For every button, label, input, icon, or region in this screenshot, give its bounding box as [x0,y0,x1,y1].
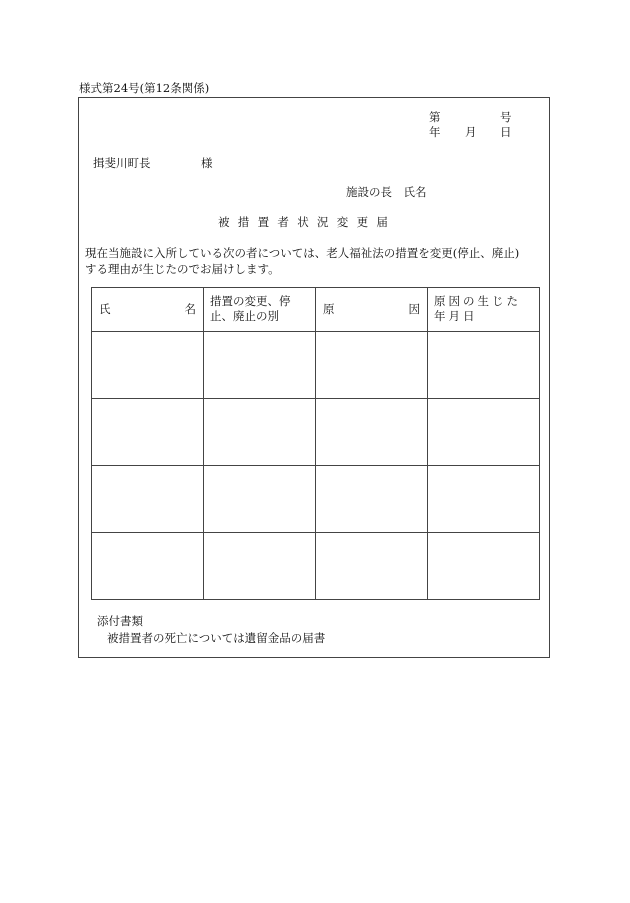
header-change-type [204,288,316,332]
cell-change-type[interactable] [204,332,316,399]
table-header-row [92,288,540,332]
cell-cause-date[interactable] [428,466,540,533]
cell-name[interactable] [92,466,204,533]
cell-name[interactable] [92,533,204,600]
cell-cause-date[interactable] [428,399,540,466]
header-cause-date-label: 原因の生じた年月日 [434,294,521,323]
attachments-heading: 添付書類 [97,614,143,628]
table-row [92,466,540,533]
status-change-table [91,287,540,600]
date-year-label: 年 [429,125,441,139]
table-row [92,533,540,600]
table-row [92,399,540,466]
header-reason-left: 原 [323,302,335,316]
table-row [92,332,540,399]
header-cause-date [428,288,540,332]
cell-cause-date[interactable] [428,533,540,600]
date-day-label: 日 [500,125,512,139]
cell-reason[interactable] [316,399,428,466]
header-name-right: 名 [184,302,196,316]
document-number-suffix: 号 [500,110,512,124]
cell-reason[interactable] [316,466,428,533]
header-change-type-label: 措置の変更、停止、廃止の別 [210,294,291,323]
form-title: 被措置者状況変更届 [218,215,397,229]
document-number-prefix: 第 [429,110,441,124]
cell-change-type[interactable] [204,399,316,466]
date-month-label: 月 [465,125,477,139]
addressee-honorific: 様 [201,156,213,170]
body-text-line-1: 現在当施設に入所している次の者については、老人福祉法の措置を変更(停止、廃止) [85,246,520,260]
cell-name[interactable] [92,399,204,466]
cell-change-type[interactable] [204,466,316,533]
header-reason-right: 因 [408,302,420,316]
body-text-line-2: する理由が生じたのでお届けします。 [85,262,280,276]
cell-change-type[interactable] [204,533,316,600]
header-reason [316,288,428,332]
cell-name[interactable] [92,332,204,399]
cell-reason[interactable] [316,332,428,399]
header-name-left: 氏 [99,302,111,316]
header-name [92,288,204,332]
cell-reason[interactable] [316,533,428,600]
addressee-name: 揖斐川町長 [93,156,151,170]
attachments-item: 被措置者の死亡については遺留金品の届書 [107,631,326,645]
facility-head-name-label: 施設の長 氏名 [346,185,427,199]
cell-cause-date[interactable] [428,332,540,399]
form-number-label: 様式第24号(第12条関係) [79,81,210,95]
